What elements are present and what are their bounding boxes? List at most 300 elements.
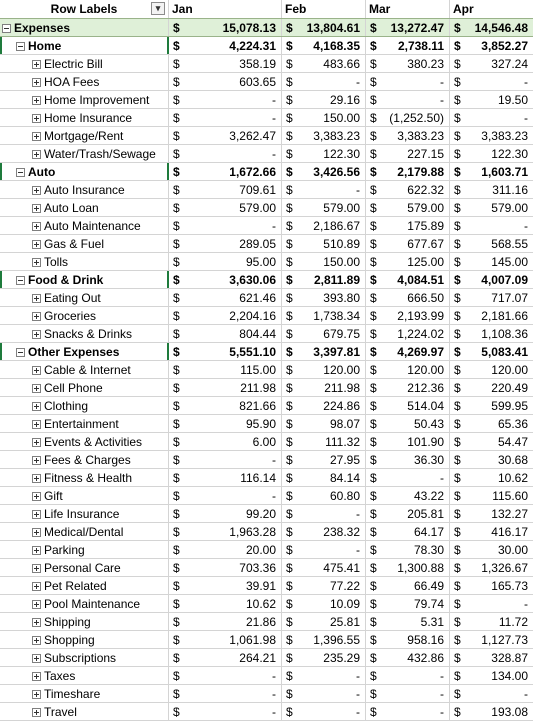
value-cell[interactable] <box>169 415 282 432</box>
cell-value: - <box>524 687 528 701</box>
value-cell[interactable] <box>366 559 450 576</box>
row-label-cell[interactable] <box>0 505 169 522</box>
value-cell[interactable] <box>450 307 533 324</box>
row-label-cell[interactable] <box>0 163 169 180</box>
value-cell[interactable] <box>366 397 450 414</box>
value-cell[interactable] <box>282 433 366 450</box>
value-cell[interactable] <box>450 451 533 468</box>
expand-icon[interactable] <box>32 60 41 69</box>
expand-icon[interactable] <box>32 384 41 393</box>
value-cell[interactable] <box>282 415 366 432</box>
value-cell[interactable] <box>169 217 282 234</box>
currency-symbol: $ <box>454 561 461 575</box>
value-cell[interactable] <box>366 163 450 180</box>
expand-icon[interactable] <box>32 366 41 375</box>
value-cell[interactable] <box>450 109 533 126</box>
row-label-cell[interactable] <box>0 235 169 252</box>
expand-icon[interactable] <box>32 222 41 231</box>
currency-symbol: $ <box>173 21 180 35</box>
currency-symbol: $ <box>173 111 180 125</box>
value-cell[interactable] <box>169 613 282 630</box>
row-label-cell[interactable] <box>0 487 169 504</box>
value-cell[interactable] <box>450 703 533 720</box>
currency-symbol: $ <box>173 309 180 323</box>
row-label-cell[interactable] <box>0 469 169 486</box>
value-cell[interactable] <box>282 253 366 270</box>
expand-icon[interactable] <box>32 186 41 195</box>
row-label-cell[interactable] <box>0 343 169 360</box>
value-cell[interactable] <box>366 361 450 378</box>
cell-value: 6.00 <box>252 435 276 449</box>
value-cell[interactable] <box>282 217 366 234</box>
collapse-icon[interactable] <box>2 24 11 33</box>
row-label-text: Taxes <box>44 669 76 683</box>
expand-icon[interactable] <box>32 600 41 609</box>
expand-icon[interactable] <box>32 654 41 663</box>
value-cell[interactable] <box>450 325 533 342</box>
expand-icon[interactable] <box>32 618 41 627</box>
value-cell[interactable] <box>282 307 366 324</box>
collapse-icon[interactable] <box>16 348 25 357</box>
value-cell[interactable] <box>450 595 533 612</box>
value-cell[interactable] <box>450 667 533 684</box>
expand-icon[interactable] <box>32 564 41 573</box>
value-cell[interactable] <box>282 685 366 702</box>
row-label-cell[interactable] <box>0 145 169 162</box>
filter-dropdown-icon[interactable]: ▾ <box>151 2 165 15</box>
pivot-group-row <box>0 37 533 55</box>
value-cell[interactable] <box>282 37 366 54</box>
row-label <box>16 163 55 180</box>
pivot-item-row <box>0 307 533 325</box>
row-label-text: Water/Trash/Sewage <box>44 147 156 161</box>
expand-icon[interactable] <box>32 258 41 267</box>
expand-icon[interactable] <box>32 510 41 519</box>
value-cell[interactable] <box>366 55 450 72</box>
value-cell[interactable] <box>169 559 282 576</box>
value-cell[interactable] <box>366 343 450 360</box>
value-cell[interactable] <box>282 487 366 504</box>
currency-symbol: $ <box>286 651 293 665</box>
currency-symbol: $ <box>286 129 293 143</box>
value-cell[interactable] <box>450 343 533 360</box>
value-cell[interactable] <box>282 541 366 558</box>
value-cell[interactable] <box>282 703 366 720</box>
value-cell[interactable] <box>282 271 366 288</box>
cell-value: 603.65 <box>239 75 276 89</box>
value-cell[interactable] <box>169 505 282 522</box>
value-cell[interactable] <box>169 595 282 612</box>
value-cell[interactable] <box>169 73 282 90</box>
value-cell[interactable] <box>169 541 282 558</box>
value-cell[interactable] <box>366 613 450 630</box>
cell-value: 579.00 <box>323 201 360 215</box>
value-cell[interactable] <box>366 325 450 342</box>
row-label-cell[interactable] <box>0 649 169 666</box>
value-cell[interactable] <box>169 433 282 450</box>
value-cell[interactable] <box>282 91 366 108</box>
expand-icon[interactable] <box>32 96 41 105</box>
value-cell[interactable] <box>169 667 282 684</box>
value-cell[interactable] <box>366 271 450 288</box>
value-cell[interactable] <box>169 55 282 72</box>
row-label-cell[interactable] <box>0 271 169 288</box>
value-cell[interactable] <box>366 415 450 432</box>
row-label-cell[interactable] <box>0 361 169 378</box>
expand-icon[interactable] <box>32 150 41 159</box>
row-label-cell[interactable] <box>0 217 169 234</box>
currency-symbol: $ <box>454 453 461 467</box>
currency-symbol: $ <box>286 471 293 485</box>
currency-symbol: $ <box>370 669 377 683</box>
row-label <box>32 379 103 396</box>
currency-symbol: $ <box>454 147 461 161</box>
expand-icon[interactable] <box>32 636 41 645</box>
currency-symbol: $ <box>370 291 377 305</box>
value-cell[interactable] <box>282 379 366 396</box>
value-cell[interactable] <box>282 577 366 594</box>
value-cell[interactable] <box>366 667 450 684</box>
row-label-cell[interactable] <box>0 631 169 648</box>
row-label-cell[interactable] <box>0 415 169 432</box>
value-cell[interactable] <box>282 73 366 90</box>
value-cell[interactable] <box>450 55 533 72</box>
value-cell[interactable] <box>366 199 450 216</box>
value-cell[interactable] <box>169 37 282 54</box>
value-cell[interactable] <box>450 415 533 432</box>
row-label-text: Auto Maintenance <box>44 219 141 233</box>
expand-icon[interactable] <box>32 546 41 555</box>
expand-icon[interactable] <box>32 672 41 681</box>
value-cell[interactable] <box>282 469 366 486</box>
value-cell[interactable] <box>450 559 533 576</box>
value-cell[interactable] <box>282 235 366 252</box>
expand-icon[interactable] <box>32 438 41 447</box>
value-cell[interactable] <box>450 649 533 666</box>
value-cell[interactable] <box>450 397 533 414</box>
value-cell[interactable] <box>366 181 450 198</box>
value-cell[interactable] <box>366 631 450 648</box>
value-cell[interactable] <box>366 451 450 468</box>
row-label-cell[interactable] <box>0 253 169 270</box>
value-cell[interactable] <box>450 523 533 540</box>
value-cell[interactable] <box>169 145 282 162</box>
pivot-item-row <box>0 109 533 127</box>
value-cell[interactable] <box>169 163 282 180</box>
cell-value: - <box>356 507 360 521</box>
value-cell[interactable] <box>282 649 366 666</box>
currency-symbol: $ <box>370 129 377 143</box>
currency-symbol: $ <box>454 489 461 503</box>
currency-symbol: $ <box>454 615 461 629</box>
value-cell[interactable] <box>282 505 366 522</box>
row-label-cell[interactable] <box>0 199 169 216</box>
expand-icon[interactable] <box>32 240 41 249</box>
value-cell[interactable] <box>366 703 450 720</box>
value-cell[interactable] <box>282 127 366 144</box>
value-cell[interactable] <box>169 19 282 36</box>
value-cell[interactable] <box>366 109 450 126</box>
currency-symbol: $ <box>173 579 180 593</box>
value-cell[interactable] <box>450 235 533 252</box>
cell-value: 483.66 <box>323 57 360 71</box>
value-cell[interactable] <box>366 379 450 396</box>
value-cell[interactable] <box>282 19 366 36</box>
value-cell[interactable] <box>450 145 533 162</box>
value-cell[interactable] <box>450 199 533 216</box>
currency-symbol: $ <box>370 21 377 35</box>
row-label-cell[interactable] <box>0 667 169 684</box>
value-cell[interactable] <box>169 271 282 288</box>
row-label-cell[interactable] <box>0 541 169 558</box>
value-cell[interactable] <box>282 361 366 378</box>
row-label <box>32 307 96 324</box>
currency-symbol: $ <box>370 489 377 503</box>
value-cell[interactable] <box>169 523 282 540</box>
value-cell[interactable] <box>169 487 282 504</box>
cell-value: 2,179.88 <box>397 165 444 179</box>
value-cell[interactable] <box>366 505 450 522</box>
value-cell[interactable] <box>366 91 450 108</box>
expand-icon[interactable] <box>32 582 41 591</box>
expand-icon[interactable] <box>32 132 41 141</box>
expand-icon[interactable] <box>32 402 41 411</box>
value-cell[interactable] <box>450 271 533 288</box>
value-cell[interactable] <box>450 289 533 306</box>
value-cell[interactable] <box>450 73 533 90</box>
pivot-item-row <box>0 541 533 559</box>
value-cell[interactable] <box>282 559 366 576</box>
value-cell[interactable] <box>450 631 533 648</box>
row-label-cell[interactable] <box>0 523 169 540</box>
row-label-cell[interactable] <box>0 73 169 90</box>
cell-value: 264.21 <box>239 651 276 665</box>
value-cell[interactable] <box>282 523 366 540</box>
cell-value: - <box>440 705 444 719</box>
currency-symbol: $ <box>370 471 377 485</box>
value-cell[interactable] <box>169 325 282 342</box>
expand-icon[interactable] <box>32 330 41 339</box>
value-cell[interactable] <box>169 649 282 666</box>
value-cell[interactable] <box>169 703 282 720</box>
row-label-cell[interactable] <box>0 181 169 198</box>
value-cell[interactable] <box>450 379 533 396</box>
value-cell[interactable] <box>450 163 533 180</box>
cell-value: - <box>524 597 528 611</box>
value-cell[interactable] <box>282 667 366 684</box>
value-cell[interactable] <box>169 199 282 216</box>
row-label-cell[interactable] <box>0 613 169 630</box>
value-cell[interactable] <box>366 253 450 270</box>
row-label-cell[interactable] <box>0 577 169 594</box>
value-cell[interactable] <box>282 613 366 630</box>
value-cell[interactable] <box>366 145 450 162</box>
value-cell[interactable] <box>282 145 366 162</box>
currency-symbol: $ <box>454 345 461 359</box>
column-header-jan[interactable]: Jan <box>169 0 282 18</box>
value-cell[interactable] <box>366 127 450 144</box>
row-label-cell[interactable] <box>0 595 169 612</box>
row-label-cell[interactable] <box>0 685 169 702</box>
value-cell[interactable] <box>169 253 282 270</box>
currency-symbol: $ <box>454 75 461 89</box>
currency-symbol: $ <box>286 201 293 215</box>
expand-icon[interactable] <box>32 474 41 483</box>
value-cell[interactable] <box>282 163 366 180</box>
value-cell[interactable] <box>450 19 533 36</box>
row-label-text: Pet Related <box>44 579 107 593</box>
value-cell[interactable] <box>169 469 282 486</box>
row-label-cell[interactable] <box>0 109 169 126</box>
value-cell[interactable] <box>366 595 450 612</box>
value-cell[interactable] <box>282 631 366 648</box>
value-cell[interactable] <box>450 433 533 450</box>
row-labels-header[interactable] <box>0 0 169 18</box>
value-cell[interactable] <box>169 307 282 324</box>
value-cell[interactable] <box>366 19 450 36</box>
value-cell[interactable] <box>450 613 533 630</box>
value-cell[interactable] <box>366 577 450 594</box>
row-label-cell[interactable] <box>0 559 169 576</box>
row-label <box>32 253 68 270</box>
value-cell[interactable] <box>450 487 533 504</box>
value-cell[interactable] <box>169 127 282 144</box>
value-cell[interactable] <box>450 253 533 270</box>
row-label-text: Life Insurance <box>44 507 120 521</box>
expand-icon[interactable] <box>32 528 41 537</box>
value-cell[interactable] <box>366 433 450 450</box>
pivot-item-row <box>0 217 533 235</box>
row-label-cell[interactable] <box>0 379 169 396</box>
value-cell[interactable] <box>366 649 450 666</box>
row-label-text: Auto Insurance <box>44 183 125 197</box>
value-cell[interactable] <box>169 343 282 360</box>
value-cell[interactable] <box>450 91 533 108</box>
value-cell[interactable] <box>282 343 366 360</box>
expand-icon[interactable] <box>32 456 41 465</box>
value-cell[interactable] <box>366 217 450 234</box>
value-cell[interactable] <box>366 235 450 252</box>
value-cell[interactable] <box>169 577 282 594</box>
row-label <box>32 109 132 126</box>
expand-icon[interactable] <box>32 420 41 429</box>
value-cell[interactable] <box>366 487 450 504</box>
cell-value: 64.17 <box>413 525 444 539</box>
column-header-mar[interactable]: Mar <box>366 0 450 18</box>
row-label-cell[interactable] <box>0 19 169 36</box>
value-cell[interactable] <box>169 289 282 306</box>
value-cell[interactable] <box>282 397 366 414</box>
value-cell[interactable] <box>169 181 282 198</box>
value-cell[interactable] <box>450 37 533 54</box>
value-cell[interactable] <box>282 289 366 306</box>
expand-icon[interactable] <box>32 78 41 87</box>
value-cell[interactable] <box>450 541 533 558</box>
row-label-cell[interactable] <box>0 55 169 72</box>
row-label-cell[interactable] <box>0 433 169 450</box>
row-label-cell[interactable] <box>0 325 169 342</box>
value-cell[interactable] <box>282 325 366 342</box>
expand-icon[interactable] <box>32 114 41 123</box>
expand-icon[interactable] <box>32 204 41 213</box>
value-cell[interactable] <box>282 595 366 612</box>
cell-value: 1,738.34 <box>313 309 360 323</box>
value-cell[interactable] <box>169 361 282 378</box>
cell-value: 5,551.10 <box>229 345 276 359</box>
collapse-icon[interactable] <box>16 276 25 285</box>
value-cell[interactable] <box>282 451 366 468</box>
value-cell[interactable] <box>450 505 533 522</box>
row-label-cell[interactable] <box>0 307 169 324</box>
value-cell[interactable] <box>169 109 282 126</box>
value-cell[interactable] <box>450 685 533 702</box>
currency-symbol: $ <box>173 165 180 179</box>
cell-value: 1,127.73 <box>481 633 528 647</box>
value-cell[interactable] <box>169 235 282 252</box>
value-cell[interactable] <box>366 523 450 540</box>
value-cell[interactable] <box>366 469 450 486</box>
value-cell[interactable] <box>366 73 450 90</box>
value-cell[interactable] <box>366 37 450 54</box>
cell-value: 65.36 <box>497 417 528 431</box>
row-label-cell[interactable] <box>0 91 169 108</box>
expand-icon[interactable] <box>32 708 41 717</box>
value-cell[interactable] <box>282 199 366 216</box>
value-cell[interactable] <box>450 181 533 198</box>
value-cell[interactable] <box>450 217 533 234</box>
pivot-group-row <box>0 343 533 361</box>
row-label-cell[interactable] <box>0 289 169 306</box>
column-header-apr[interactable]: Apr <box>453 2 474 16</box>
cell-value: 4,007.09 <box>481 273 528 287</box>
cell-value: 1,326.67 <box>481 561 528 575</box>
cell-value: - <box>356 75 360 89</box>
row-label-cell[interactable] <box>0 127 169 144</box>
value-cell[interactable] <box>450 127 533 144</box>
expand-icon[interactable] <box>32 294 41 303</box>
value-cell[interactable] <box>282 109 366 126</box>
expand-icon[interactable] <box>32 690 41 699</box>
value-cell[interactable] <box>450 577 533 594</box>
column-header-feb[interactable]: Feb <box>282 0 366 18</box>
value-cell[interactable] <box>366 307 450 324</box>
value-cell[interactable] <box>169 685 282 702</box>
value-cell[interactable] <box>282 181 366 198</box>
row-label-cell[interactable] <box>0 451 169 468</box>
currency-symbol: $ <box>173 597 180 611</box>
row-label-cell[interactable] <box>0 37 169 54</box>
value-cell[interactable] <box>169 397 282 414</box>
value-cell[interactable] <box>450 361 533 378</box>
value-cell[interactable] <box>169 451 282 468</box>
value-cell[interactable] <box>366 289 450 306</box>
expand-icon[interactable] <box>32 492 41 501</box>
cell-value: 19.50 <box>497 93 528 107</box>
value-cell[interactable] <box>366 541 450 558</box>
row-label-cell[interactable] <box>0 703 169 720</box>
value-cell[interactable] <box>450 469 533 486</box>
collapse-icon[interactable] <box>16 168 25 177</box>
expand-icon[interactable] <box>32 312 41 321</box>
value-cell[interactable] <box>169 379 282 396</box>
row-label-cell[interactable] <box>0 397 169 414</box>
value-cell[interactable] <box>169 631 282 648</box>
value-cell[interactable] <box>282 55 366 72</box>
value-cell[interactable] <box>366 685 450 702</box>
currency-symbol: $ <box>370 93 377 107</box>
collapse-icon[interactable] <box>16 42 25 51</box>
value-cell[interactable] <box>169 91 282 108</box>
